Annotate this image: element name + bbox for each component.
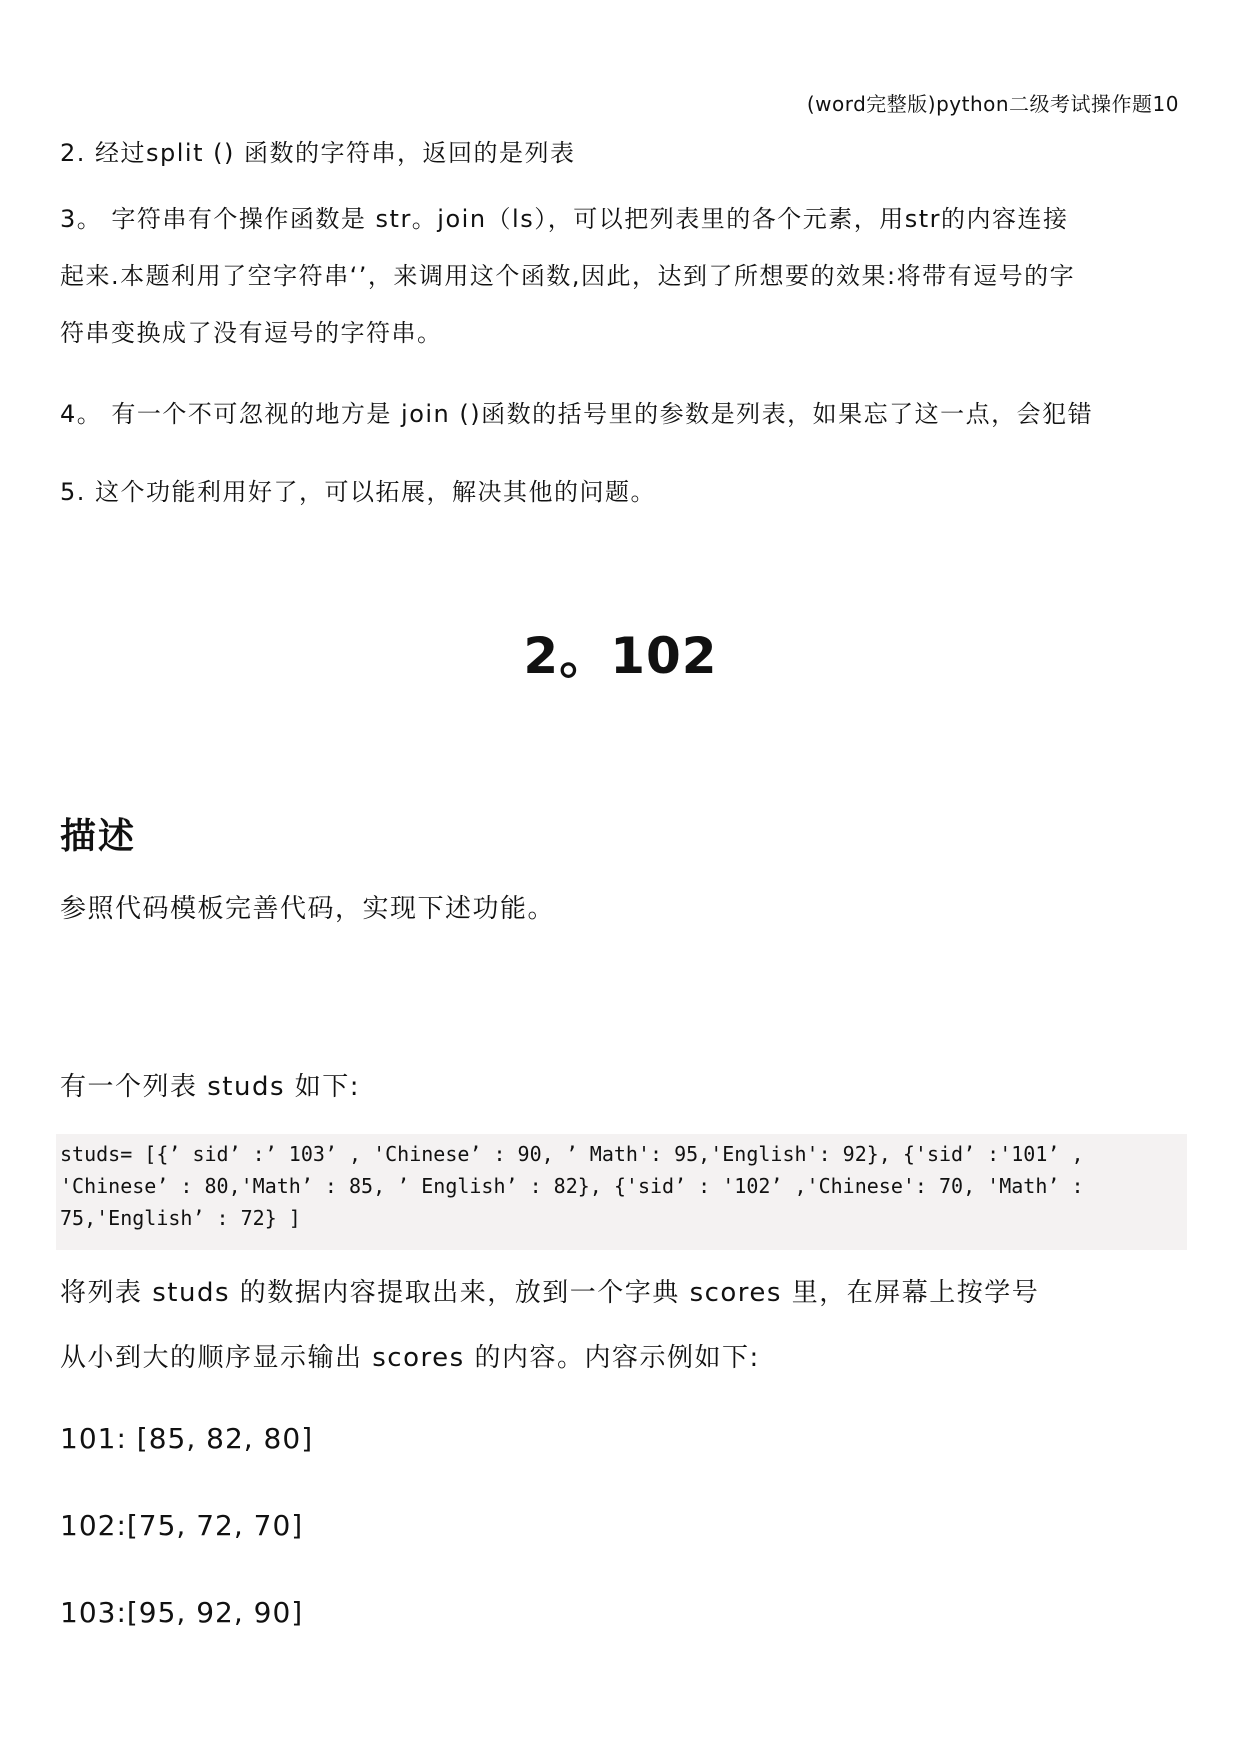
list-intro: 有一个列表 studs 如下: <box>60 1072 361 1102</box>
section-heading: 描述 <box>60 816 137 857</box>
task-line-1: 将列表 studs 的数据内容提取出来，放到一个字典 scores 里，在屏幕上按学号 <box>60 1278 1040 1308</box>
task-line-2: 从小到大的顺序显示输出 scores 的内容。内容示例如下: <box>60 1343 760 1373</box>
code-block <box>56 1134 1187 1250</box>
result-line-102: 102:[75, 72, 70] <box>60 1509 304 1542</box>
code-line: 75,'English’ : 72} ] <box>60 1206 301 1230</box>
result-line-103: 103:[95, 92, 90] <box>60 1596 304 1629</box>
section-number: 2。102 <box>523 627 718 685</box>
note-item-3-line-1: 3。 字符串有个操作函数是 str。join（ls），可以把列表里的各个元素，用str的内容连接 <box>60 205 1069 233</box>
note-item-5: 5. 这个功能利用好了，可以拓展，解决其他的问题。 <box>60 478 657 506</box>
note-item-3-line-2: 起来.本题利用了空字符串‘’，来调用这个函数,因此，达到了所想要的效果:将带有逗号的字 <box>60 262 1076 290</box>
code-line: 'Chinese’ : 80,'Math’ : 85, ’ English’ : 82}, {'sid’ : '102’ ,'Chinese': 70, 'Math’ : <box>60 1174 1084 1198</box>
result-line-101: 101: [85, 82, 80] <box>60 1422 314 1455</box>
description-intro: 参照代码模板完善代码，实现下述功能。 <box>60 894 556 924</box>
note-item-4: 4。 有一个不可忽视的地方是 join ()函数的括号里的参数是列表，如果忘了这一点，会犯错 <box>60 400 1094 428</box>
running-header: (word完整版)python二级考试操作题10 <box>806 92 1179 116</box>
note-item-2: 2. 经过split () 函数的字符串，返回的是列表 <box>60 139 576 167</box>
note-item-3-line-3: 符串变换成了没有逗号的字符串。 <box>60 319 443 347</box>
code-line: studs= [{’ sid’ :’ 103’ , 'Chinese’ : 90, ’ Math': 95,'English': 92}, {'sid’ :'101’ , <box>60 1142 1084 1166</box>
